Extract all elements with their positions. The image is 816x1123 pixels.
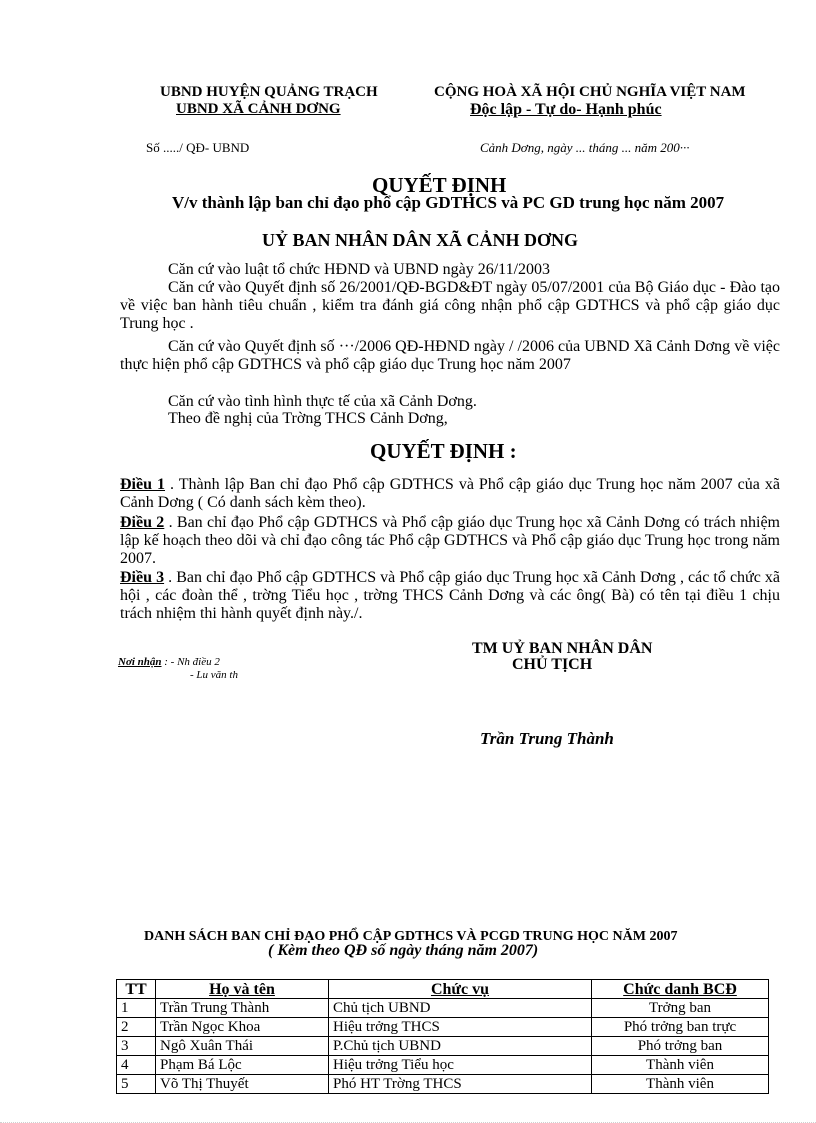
article-3 — [120, 569, 780, 623]
row-position: P.Chủ tịch UBND — [329, 1037, 592, 1056]
row-role: Trởng ban — [592, 999, 769, 1018]
issuer-block — [160, 84, 378, 118]
document-title: QUYẾT ĐỊNH — [372, 173, 507, 197]
row-tt: 2 — [117, 1018, 156, 1037]
signature-title: CHỦ TỊCH — [512, 656, 593, 673]
table-row — [117, 999, 769, 1018]
basis-1: Căn cứ vào luật tổ chức HĐND và UBND ngày 26/11/2003 — [168, 261, 551, 278]
place-and-date: Cảnh Dơng, ngày ... tháng ... năm 200··· — [480, 140, 690, 155]
row-name: Võ Thị Thuyết — [156, 1075, 329, 1094]
table-row — [117, 1075, 769, 1094]
row-role: Phó trởng ban — [592, 1037, 769, 1056]
article-label: Điều 1 — [120, 476, 166, 493]
list-subtitle: ( Kèm theo QĐ số ngày tháng năm 2007) — [268, 942, 539, 959]
article-1 — [120, 476, 780, 512]
signer-name: Trần Trung Thành — [480, 729, 614, 748]
table-row — [117, 1018, 769, 1037]
row-position: Chủ tịch UBND — [329, 999, 592, 1018]
article-label: Điều 2 — [120, 514, 165, 531]
basis-5: Theo đề nghị của Trờng THCS Cảnh Dơng, — [168, 410, 448, 427]
table-header-row — [117, 980, 769, 999]
row-tt: 1 — [117, 999, 156, 1018]
row-role: Thành viên — [592, 1056, 769, 1075]
recipient-2: - Lu văn th — [190, 669, 238, 681]
article-2 — [120, 514, 780, 568]
document-number: Số ...../ QĐ- UBND — [146, 140, 250, 155]
basis-3: Căn cứ vào Quyết định số ···/2006 QĐ-HĐND ngày / /2006 của UBND Xã Cảnh Dơng về việc thực hiện phổ cập GDTHCS và phổ cập giáo dục Trung học năm 2007 — [120, 338, 780, 373]
national-motto: Độc lập - Tự do- Hạnh phúc — [470, 101, 662, 118]
basis-2: Căn cứ vào Quyết định số 26/2001/QĐ-BGD&ĐT ngày 05/07/2001 của Bộ Giáo dục - Đào tạo về việc ban hành tiêu chuẩn , kiểm tra đánh giá công nhận phổ cập GDTHCS và phổ cập giáo dục Trung học . — [120, 279, 780, 332]
list-title: DANH SÁCH BAN CHỈ ĐẠO PHỔ CẬP GDTHCS VÀ PCGD TRUNG HỌC NĂM 2007 — [144, 929, 678, 944]
row-role: Phó trởng ban trực — [592, 1018, 769, 1037]
col-header-role: Chức danh BCĐ — [592, 980, 769, 999]
article-text: . Ban chỉ đạo Phổ cập GDTHCS và Phổ cập giáo dục Trung học xã Cảnh Dơng , các tổ chức xã hội , các đoàn thể , trờng Tiểu học , trờng THCS Cảnh Dơng và các ông( Bà) có tên tại điều 1 chịu trách nhiệm thi hành quyết định này./. — [120, 569, 780, 622]
article-text: . Ban chỉ đạo Phổ cập GDTHCS và Phổ cập giáo dục Trung học xã Cảnh Dơng có trách nhiệm lập kế hoạch theo dõi và chỉ đạo công tác Phổ cập GDTHCS và Phổ cập giáo dục Trung học trong năm 2007. — [120, 514, 781, 567]
row-position: Hiệu trởng THCS — [329, 1018, 592, 1037]
table-row — [117, 1056, 769, 1075]
row-name: Phạm Bá Lộc — [156, 1056, 329, 1075]
decision-heading: QUYẾT ĐỊNH : — [370, 439, 517, 463]
row-position: Hiệu trởng Tiểu học — [329, 1056, 592, 1075]
basis-4: Căn cứ vào tình hình thực tế của xã Cảnh Dơng. — [168, 393, 477, 410]
signature-org: TM UỶ BAN NHÂN DÂN — [472, 640, 653, 657]
row-tt: 3 — [117, 1037, 156, 1056]
row-name: Trần Trung Thành — [156, 999, 329, 1018]
row-tt: 4 — [117, 1056, 156, 1075]
row-name: Trần Ngọc Khoa — [156, 1018, 329, 1037]
row-position: Phó HT Trờng THCS — [329, 1075, 592, 1094]
recipients-label: Nơi nhận — [118, 656, 162, 668]
national-motto-block — [434, 84, 746, 118]
document-subject: V/v thành lập ban chỉ đạo phổ cập GDTHCS và PC GD trung học năm 2007 — [172, 193, 725, 212]
issuer-commune: UBND XÃ CẢNH DƠNG — [176, 101, 341, 117]
col-header-tt: TT — [117, 980, 156, 999]
article-text: . Thành lập Ban chỉ đạo Phổ cập GDTHCS và Phổ cập giáo dục Trung học năm 2007 của xã Cảnh Dơng ( Có danh sách kèm theo). — [120, 476, 781, 511]
table-row — [117, 1037, 769, 1056]
col-header-name: Họ và tên — [156, 980, 329, 999]
issuer-district: UBND HUYỆN QUẢNG TRẠCH — [160, 84, 378, 100]
article-label: Điều 3 — [120, 569, 165, 586]
issuing-authority: UỶ BAN NHÂN DÂN XÃ CẢNH DƠNG — [262, 230, 578, 250]
row-name: Ngô Xuân Thái — [156, 1037, 329, 1056]
national-title: CỘNG HOÀ XÃ HỘI CHỦ NGHĨA VIỆT NAM — [434, 84, 746, 100]
members-table — [116, 979, 769, 1094]
row-tt: 5 — [117, 1075, 156, 1094]
row-role: Thành viên — [592, 1075, 769, 1094]
recipient-1: : - Nh điều 2 — [161, 656, 220, 668]
col-header-position: Chức vụ — [329, 980, 592, 999]
recipients-block — [118, 656, 238, 682]
